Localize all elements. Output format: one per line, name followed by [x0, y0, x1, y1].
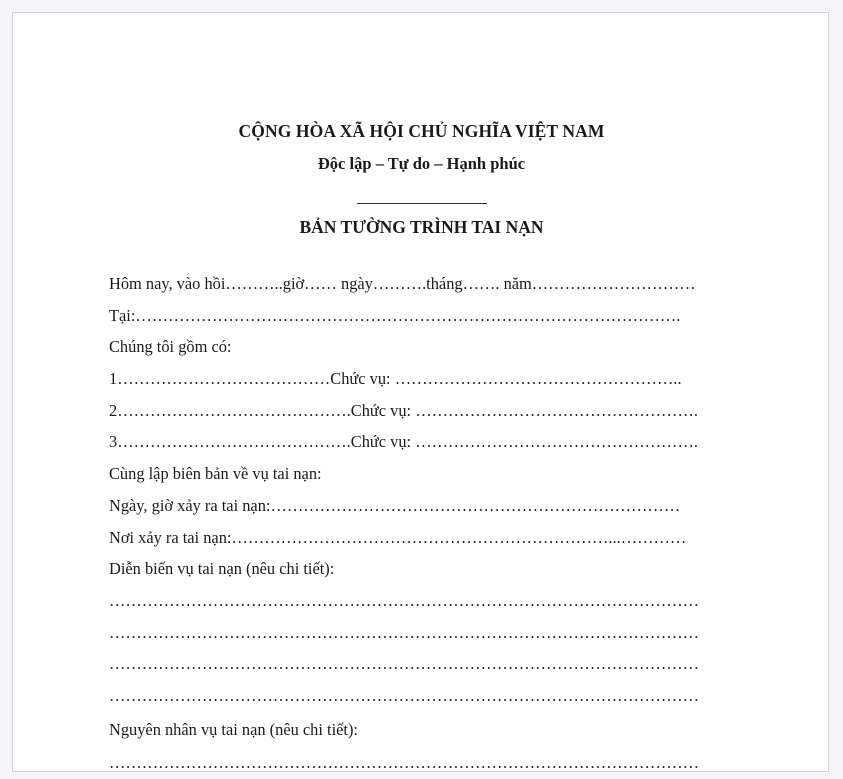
- document-title: BẢN TƯỜNG TRÌNH TAI NẠN: [299, 217, 544, 237]
- accident-details-heading: Diễn biến vụ tai nạn (nêu chi tiết):: [109, 559, 335, 579]
- participant-line-1: 1…………………………………Chức vụ: ……………………………………………..: [109, 369, 682, 389]
- details-blank-line: ………………………………………………………………………………………………: [109, 685, 700, 705]
- heading-divider: [357, 203, 487, 204]
- participant-line-3: 3…………………………………….Chức vụ: …………………………………………….: [109, 432, 698, 452]
- country-name-heading: CỘNG HÒA XÃ HỘI CHỦ NGHĨA VIỆT NAM: [238, 121, 605, 141]
- details-blank-line: ………………………………………………………………………………………………: [109, 654, 700, 674]
- date-time-line: Hôm nay, vào hồi………..giờ…… ngày……….tháng……. năm…………………………: [109, 274, 696, 293]
- cause-blank-line: ………………………………………………………………………………………………: [109, 753, 700, 773]
- details-blank-line: ………………………………………………………………………………………………: [109, 622, 700, 642]
- document-page: [12, 12, 829, 772]
- national-motto: Độc lập – Tự do – Hạnh phúc: [317, 154, 526, 173]
- accident-location-line: Nơi xảy ra tai nạn:……………………………………………………………...…………: [109, 527, 687, 547]
- cause-heading: Nguyên nhân vụ tai nạn (nêu chi tiết):: [109, 719, 358, 739]
- document-body: [109, 268, 749, 779]
- report-intro-line: Cùng lập biên bản về vụ tai nạn:: [109, 464, 322, 484]
- accident-datetime-line: Ngày, giờ xảy ra tai nạn:…………………………………………………………………: [109, 495, 681, 515]
- location-line: Tại:……………………………………………………………………………………….: [109, 305, 681, 325]
- participants-heading: Chúng tôi gồm có:: [109, 337, 232, 357]
- details-blank-line: ………………………………………………………………………………………………: [109, 590, 700, 610]
- participant-line-2: 2…………………………………….Chức vụ: …………………………………………….: [109, 400, 698, 420]
